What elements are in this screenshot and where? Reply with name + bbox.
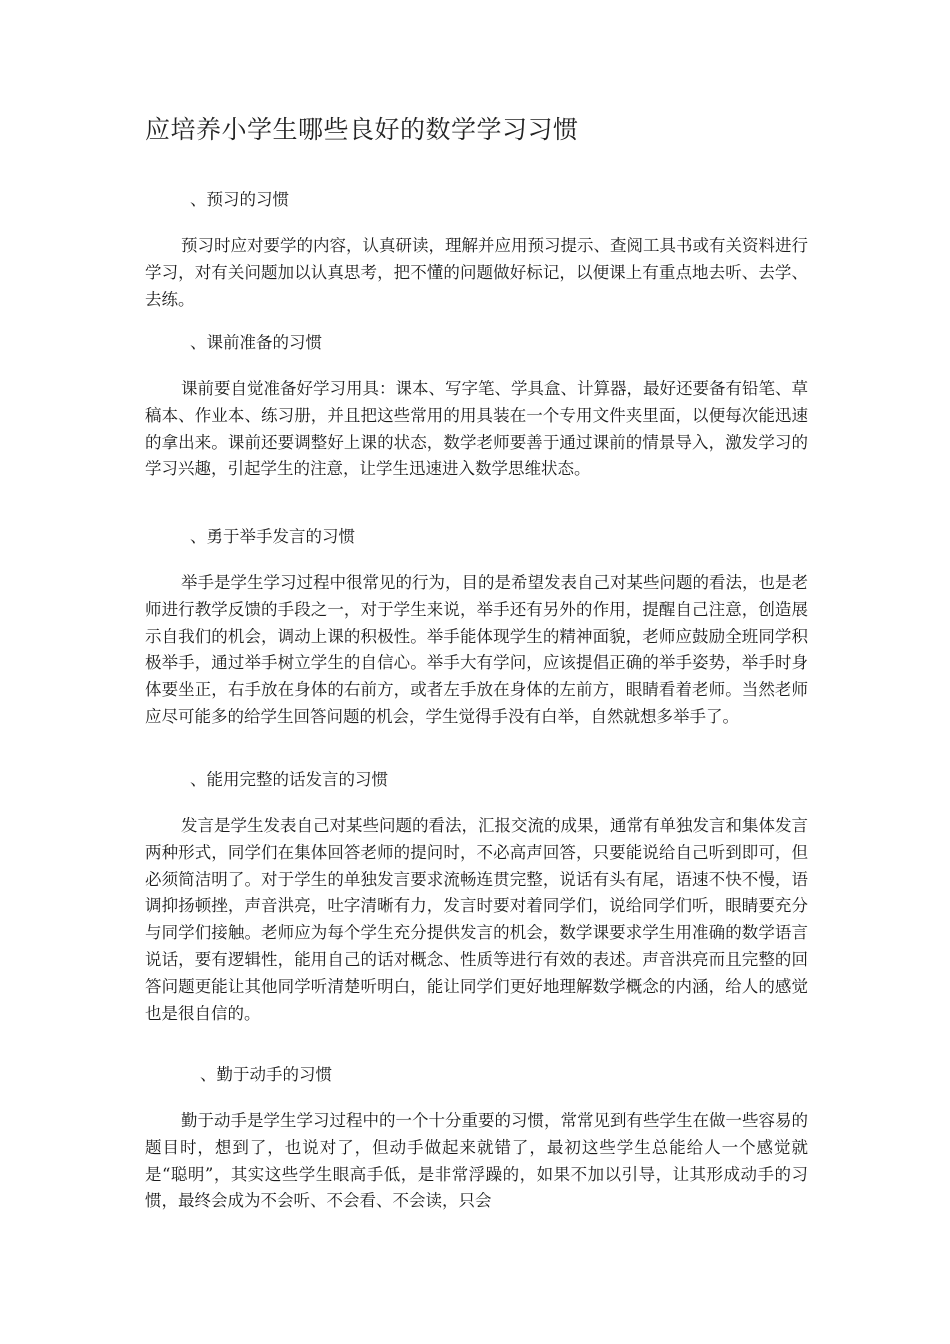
document-title: 应培养小学生哪些良好的数学学习习惯: [145, 115, 579, 144]
section-body-complete-speech: 发言是学生发表自己对某些问题的看法，汇报交流的成果，通常有单独发言和集体发言两种形式，同学们在集体回答老师的提问时，不必高声回答，只要能说给自己听到即可，但必须简洁明了。对于学生的单独发言要求流畅连贯完整，说话有头有尾，语速不快不慢，语调抑扬顿挫，声音洪亮，吐字清晰有力，发言时要对着同学们，说给同学们听，眼睛要充分与同学们接触。老师应为每个学生充分提供发言的机会，数学课要求学生用准确的数学语言说话，要有逻辑性，能用自己的话对概念、性质等进行有效的表述。声音洪亮而且完整的回答问题更能让其他同学听清楚听明白，能让同学们更好地理解数学概念的内涵，给人的感觉也是很自信的。: [145, 816, 808, 1023]
section-heading-preparation: 、课前准备的习惯: [190, 333, 322, 352]
section-body-hands-on: 勤于动手是学生学习过程中的一个十分重要的习惯，常常见到有些学生在做一些容易的题目时，想到了，也说对了，但动手做起来就错了，最初这些学生总能给人一个感觉就是“聪明”，其实这些学生眼高手低，是非常浮躁的，如果不加以引导，让其形成动手的习惯，最终会成为不会听、不会看、不会读，只会: [145, 1111, 808, 1211]
section-body-preview: 预习时应对要学的内容，认真研读，理解并应用预习提示、查阅工具书或有关资料进行学习，对有关问题加以认真思考，把不懂的问题做好标记，以便课上有重点地去听、去学、去练。: [145, 236, 808, 309]
section-body-raise-hand: 举手是学生学习过程中很常见的行为，目的是希望发表自己对某些问题的看法，也是老师进行教学反馈的手段之一，对于学生来说，举手还有另外的作用，提醒自己注意，创造展示自我们的机会，调动上课的积极性。举手能体现学生的精神面貌，老师应鼓励全班同学积极举手，通过举手树立学生的自信心。举手大有学问，应该提倡正确的举手姿势，举手时身体要坐正，右手放在身体的右前方，或者左手放在身体的左前方，眼睛看着老师。当然老师应尽可能多的给学生回答问题的机会，学生觉得手没有白举，自然就想多举手了。: [145, 573, 808, 726]
section-body-preparation: 课前要自觉准备好学习用具：课本、写字笔、学具盒、计算器，最好还要备有铅笔、草稿本、作业本、练习册，并且把这些常用的用具装在一个专用文件夹里面，以便每次能迅速的拿出来。课前还要调整好上课的状态，数学老师要善于通过课前的情景导入，激发学习的学习兴趣，引起学生的注意，让学生迅速进入数学思维状态。: [145, 379, 808, 479]
section-heading-complete-speech: 、能用完整的话发言的习惯: [190, 770, 388, 789]
section-heading-hands-on: 、勤于动手的习惯: [200, 1065, 332, 1084]
section-heading-raise-hand: 、勇于举手发言的习惯: [190, 527, 355, 546]
section-heading-preview: 、预习的习惯: [190, 190, 289, 209]
